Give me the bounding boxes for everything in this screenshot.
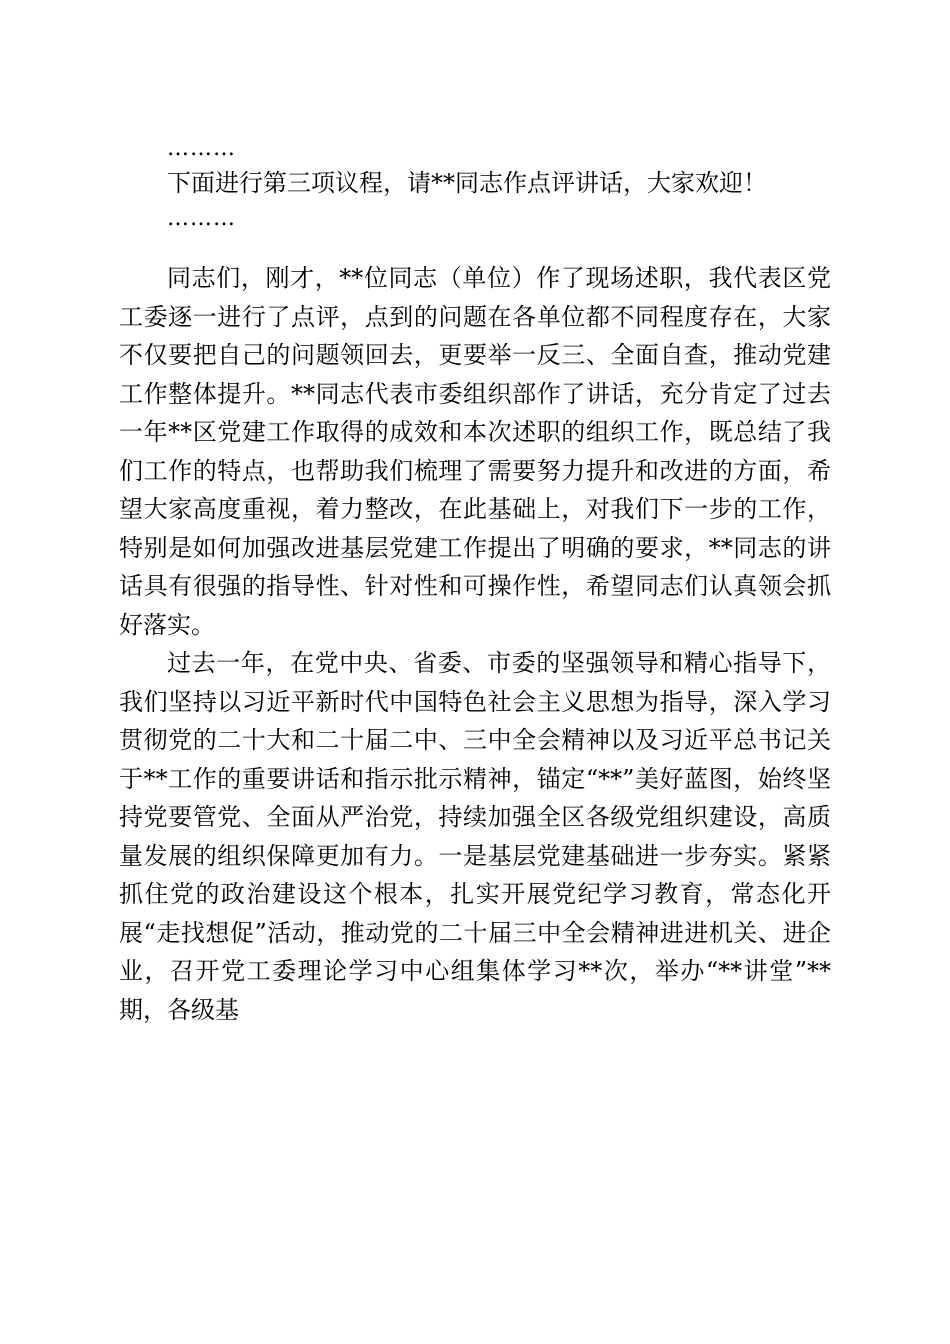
ellipsis-top: ……… — [167, 136, 236, 161]
agenda-line: 下面进行第三项议程，请**同志作点评讲话，大家欢迎！ — [167, 169, 767, 197]
paragraph-review: 过去一年，在党中央、省委、市委的坚强领导和精心指导下，我们坚持以习近平新时代中国特色社会主义思想为指导，深入学习贯彻党的二十大和二十届二中、三中全会精神以及习近平总书记关于**工作的重要讲话和指示批示精神，锚定“**”美好蓝图，始终坚持党要管党、全面从严治党，持续加强全区各级党组织建设，高质量发展的组织保障更加有力。一是基层党建基础进一步夯实。紧紧抓住党的政治建设这个根本，扎实开展党纪学习教育，常态化开展“走找想促”活动，推动党的二十届三中全会精神进进机关、进企业，召开党工委理论学习中心组集体学习**次，举办“**讲堂”**期，各级基 — [119, 649, 831, 1024]
ellipsis-bottom: ……… — [167, 206, 236, 231]
document-body — [119, 136, 831, 1029]
paragraph-comments: 同志们，刚才，**位同志（单位）作了现场述职，我代表区党工委逐一进行了点评，点到的问题在各单位都不同程度存在，大家不仅要把自己的问题领回去，更要举一反三、全面自查，推动党建工作整体提升。**同志代表市委组织部作了讲话，充分肯定了过去一年**区党建工作取得的成效和本次述职的组织工作，既总结了我们工作的特点，也帮助我们梳理了需要努力提升和改进的方面，希望大家高度重视，着力整改，在此基础上，对我们下一步的工作，特别是如何加强改进基层党建工作提出了明确的要求，**同志的讲话具有很强的指导性、针对性和可操作性，希望同志们认真领会抓好落实。 — [119, 264, 831, 639]
